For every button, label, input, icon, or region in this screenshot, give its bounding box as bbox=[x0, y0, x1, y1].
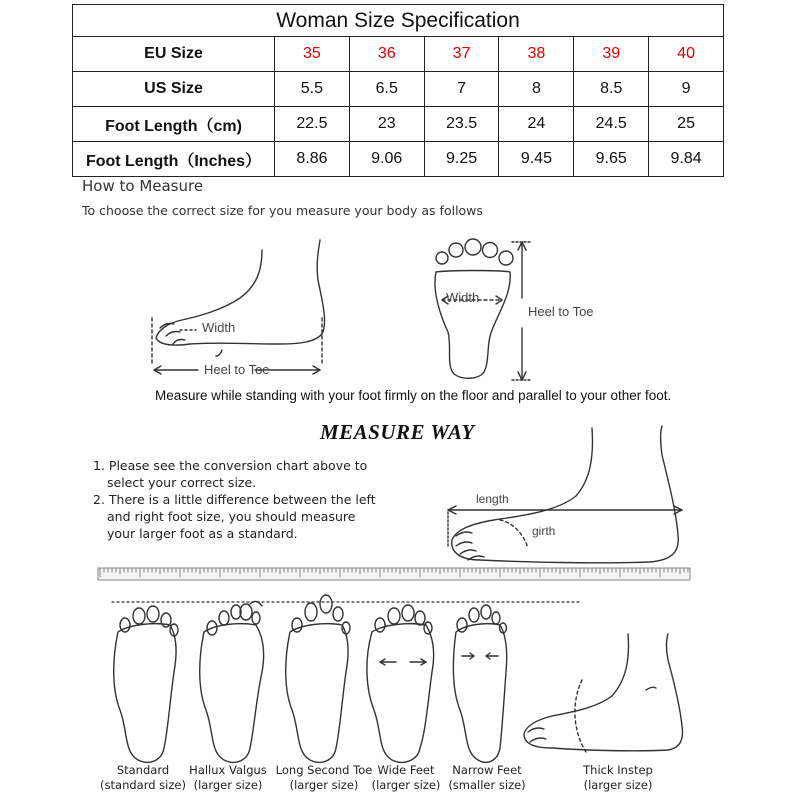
step-line: your larger foot as a standard. bbox=[107, 526, 298, 541]
table-cell: 39 bbox=[574, 37, 649, 72]
how-to-subheading: To choose the correct size for you measure your body as follows bbox=[82, 203, 483, 218]
wide-feet-icon bbox=[367, 605, 434, 762]
table-cell: 8.5 bbox=[574, 72, 649, 107]
side-foot-icon bbox=[152, 240, 325, 374]
foot-type-name: Hallux Valgus bbox=[189, 763, 267, 777]
foot-type-name: Thick Instep bbox=[583, 763, 653, 777]
long-second-toe-foot-icon bbox=[286, 595, 350, 762]
foot-type-caption bbox=[576, 763, 660, 793]
foot-type-size: (larger size) bbox=[289, 778, 359, 792]
table-cell: 9.45 bbox=[499, 142, 574, 177]
top-width-label: Width bbox=[446, 290, 480, 305]
table-cell: 24.5 bbox=[574, 107, 649, 142]
table-cell: 9.25 bbox=[424, 142, 499, 177]
table-title: Woman Size Specification bbox=[73, 5, 724, 37]
foot-type-name: Wide Feet bbox=[377, 763, 435, 777]
row-label: EU Size bbox=[73, 37, 275, 72]
row-label: Foot Length（cm) bbox=[73, 107, 275, 142]
hallux-valgus-foot-icon bbox=[200, 601, 264, 762]
foot-type-size: (larger size) bbox=[193, 778, 263, 792]
table-cell: 23 bbox=[349, 107, 424, 142]
foot-type-caption bbox=[272, 763, 376, 793]
foot-type-name: Standard bbox=[116, 763, 170, 777]
narrow-feet-icon bbox=[453, 605, 506, 762]
table-cell: 37 bbox=[424, 37, 499, 72]
step-line: 2. There is a little difference between the left bbox=[93, 492, 376, 507]
table-cell: 23.5 bbox=[424, 107, 499, 142]
row-label: Foot Length（Inches） bbox=[73, 142, 275, 177]
foot-type-size: (larger size) bbox=[583, 778, 653, 792]
table-cell: 35 bbox=[275, 37, 350, 72]
table-cell: 38 bbox=[499, 37, 574, 72]
table-cell: 5.5 bbox=[275, 72, 350, 107]
foot-type-caption bbox=[366, 763, 446, 793]
side-heel-label: Heel to Toe bbox=[204, 362, 270, 377]
foot-type-caption bbox=[444, 763, 530, 793]
length-label: length bbox=[476, 492, 509, 506]
foot-type-name: Long Second Toe bbox=[275, 763, 373, 777]
table-cell: 24 bbox=[499, 107, 574, 142]
table-cell: 9.06 bbox=[349, 142, 424, 177]
side-width-label: Width bbox=[202, 320, 236, 335]
step-line: 1. Please see the conversion chart above to bbox=[93, 458, 368, 473]
table-cell: 8 bbox=[499, 72, 574, 107]
how-to-heading: How to Measure bbox=[82, 177, 204, 195]
foot-type-caption bbox=[178, 763, 278, 793]
table-cell: 9 bbox=[649, 72, 724, 107]
footprint-icon bbox=[435, 239, 530, 380]
top-heel-label: Heel to Toe bbox=[528, 304, 594, 319]
table-cell: 8.86 bbox=[275, 142, 350, 177]
table-cell: 22.5 bbox=[275, 107, 350, 142]
girth-label: girth bbox=[532, 524, 556, 538]
table-cell: 6.5 bbox=[349, 72, 424, 107]
foot-type-name: Narrow Feet bbox=[452, 763, 522, 777]
foot-type-size: (standard size) bbox=[100, 778, 186, 792]
table-cell: 40 bbox=[649, 37, 724, 72]
standard-foot-icon bbox=[114, 606, 178, 762]
measure-steps bbox=[93, 457, 376, 542]
table-cell: 36 bbox=[349, 37, 424, 72]
ruler-icon bbox=[98, 568, 690, 580]
thick-instep-foot-icon bbox=[524, 634, 682, 752]
table-cell: 25 bbox=[649, 107, 724, 142]
measure-way-title: MEASURE WAY bbox=[320, 420, 475, 444]
table-cell: 9.65 bbox=[574, 142, 649, 177]
row-label: US Size bbox=[73, 72, 275, 107]
table-cell: 9.84 bbox=[649, 142, 724, 177]
table-cell: 7 bbox=[424, 72, 499, 107]
measure-instruction: Measure while standing with your foot firmly on the floor and parallel to your other foot. bbox=[155, 388, 672, 403]
step-line: select your correct size. bbox=[107, 475, 257, 490]
foot-type-size: (larger size) bbox=[371, 778, 441, 792]
foot-type-size: (smaller size) bbox=[448, 778, 526, 792]
step-line: and right foot size, you should measure bbox=[107, 509, 356, 524]
